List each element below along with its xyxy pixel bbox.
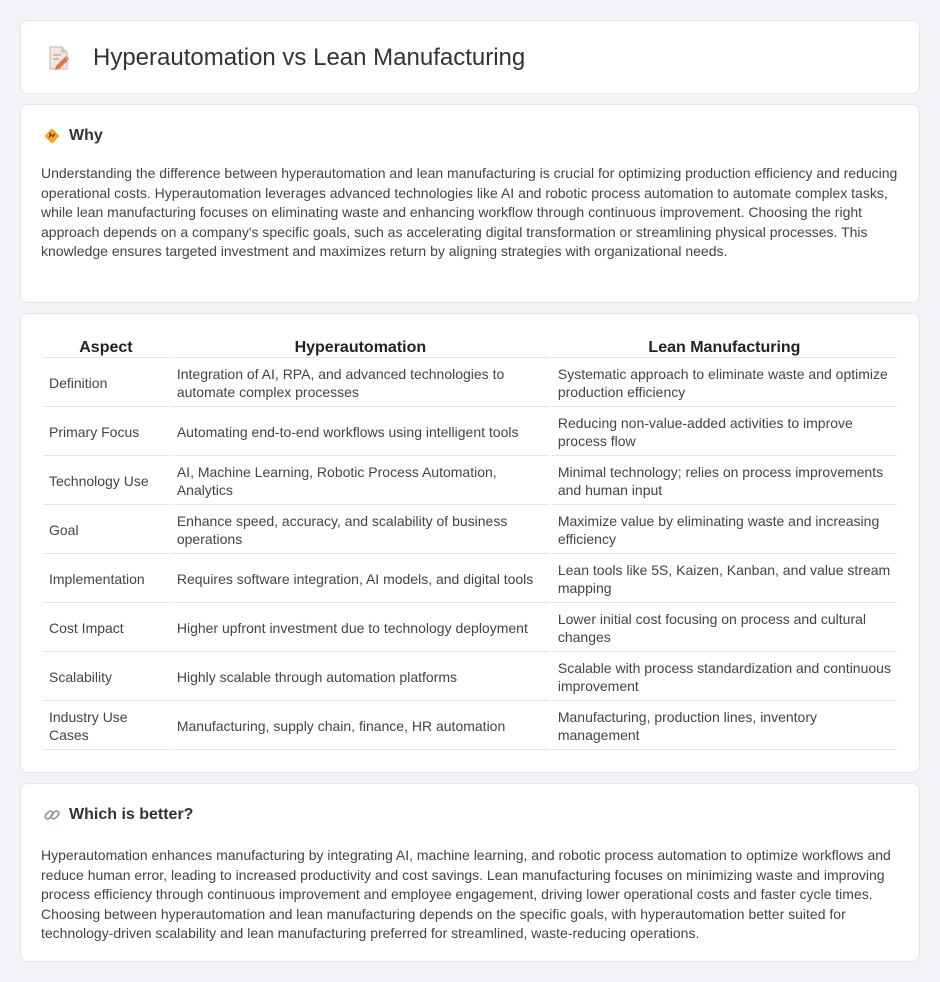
aspect-cell: Goal bbox=[43, 507, 169, 554]
lean-cell: Minimal technology; relies on process improvements and human input bbox=[552, 458, 897, 505]
header-lean-manufacturing: Lean Manufacturing bbox=[552, 338, 897, 358]
why-heading: Why bbox=[69, 127, 103, 144]
hyperautomation-cell: Higher upfront investment due to technology deployment bbox=[171, 605, 550, 652]
better-heading: Which is better? bbox=[69, 806, 194, 823]
why-text: Understanding the difference between hyperautomation and lean manufacturing is crucial for optimizing production efficiency and reducing operational costs. Hyperautomation leverages advanced technologies like AI and robotic process automation to automate complex tasks, while lean manufacturing focuses on eliminating waste and enhancing workflow through continuous improvement. Choosing the right approach depends on a company's specific goals, such as accelerating digital transformation or streamlining physical processes. This knowledge ensures targeted investment and maximizes return by aligning strategies with organizational needs. bbox=[41, 165, 898, 259]
header-aspect: Aspect bbox=[43, 338, 169, 358]
aspect-cell: Industry Use Cases bbox=[43, 703, 169, 750]
table-row bbox=[43, 360, 897, 407]
hyperautomation-cell: Enhance speed, accuracy, and scalability of business operations bbox=[171, 507, 550, 554]
hyperautomation-cell: Requires software integration, AI models, and digital tools bbox=[171, 556, 550, 603]
better-text: Hyperautomation enhances manufacturing by integrating AI, machine learning, and robotic process automation to optimize workflows and reduce human error, leading to increased productivity and cost savings. Lean manufacturing focuses on minimizing waste and improving process efficiency through continuous improvement and employee engagement, driving lower operational costs and faster cycle times. Choosing between hyperautomation and lean manufacturing depends on the specific goals, with hyperautomation better suited for technology-driven scalability and lean manufacturing preferred for streamlined, waste-reducing operations. bbox=[41, 847, 891, 941]
lean-cell: Maximize value by eliminating waste and increasing efficiency bbox=[552, 507, 897, 554]
why-section bbox=[20, 104, 920, 303]
aspect-cell: Implementation bbox=[43, 556, 169, 603]
page-title: Hyperautomation vs Lean Manufacturing bbox=[93, 44, 526, 71]
hyperautomation-cell: Highly scalable through automation platforms bbox=[171, 654, 550, 701]
better-heading-row bbox=[43, 806, 193, 824]
hyperautomation-cell: AI, Machine Learning, Robotic Process Automation, Analytics bbox=[171, 458, 550, 505]
comparison-table-card bbox=[20, 313, 920, 773]
table-row bbox=[43, 605, 897, 652]
lean-cell: Systematic approach to eliminate waste and optimize production efficiency bbox=[552, 360, 897, 407]
table-row bbox=[43, 458, 897, 505]
table-row bbox=[43, 556, 897, 603]
hyperautomation-cell: Manufacturing, supply chain, finance, HR automation bbox=[171, 703, 550, 750]
lean-cell: Reducing non-value-added activities to improve process flow bbox=[552, 409, 897, 456]
aspect-cell: Primary Focus bbox=[43, 409, 169, 456]
table-row bbox=[43, 654, 897, 701]
aspect-cell: Scalability bbox=[43, 654, 169, 701]
lean-cell: Lower initial cost focusing on process and cultural changes bbox=[552, 605, 897, 652]
table-row bbox=[43, 507, 897, 554]
aspect-cell: Cost Impact bbox=[43, 605, 169, 652]
warning-sign-icon bbox=[43, 127, 61, 145]
lean-cell: Scalable with process standardization and continuous improvement bbox=[552, 654, 897, 701]
lean-cell: Lean tools like 5S, Kaizen, Kanban, and value stream mapping bbox=[552, 556, 897, 603]
table-header-row bbox=[43, 338, 897, 358]
aspect-cell: Definition bbox=[43, 360, 169, 407]
table-row bbox=[43, 409, 897, 456]
header-hyperautomation: Hyperautomation bbox=[171, 338, 550, 358]
lean-cell: Manufacturing, production lines, inventory management bbox=[552, 703, 897, 750]
link-icon bbox=[43, 806, 61, 824]
title-card bbox=[20, 20, 920, 94]
aspect-cell: Technology Use bbox=[43, 458, 169, 505]
hyperautomation-cell: Integration of AI, RPA, and advanced technologies to automate complex processes bbox=[171, 360, 550, 407]
hyperautomation-cell: Automating end-to-end workflows using intelligent tools bbox=[171, 409, 550, 456]
which-is-better-section bbox=[20, 783, 920, 962]
comparison-table bbox=[41, 336, 899, 752]
why-heading-row bbox=[43, 127, 103, 145]
document-pen-icon bbox=[47, 45, 71, 71]
table-row bbox=[43, 703, 897, 750]
